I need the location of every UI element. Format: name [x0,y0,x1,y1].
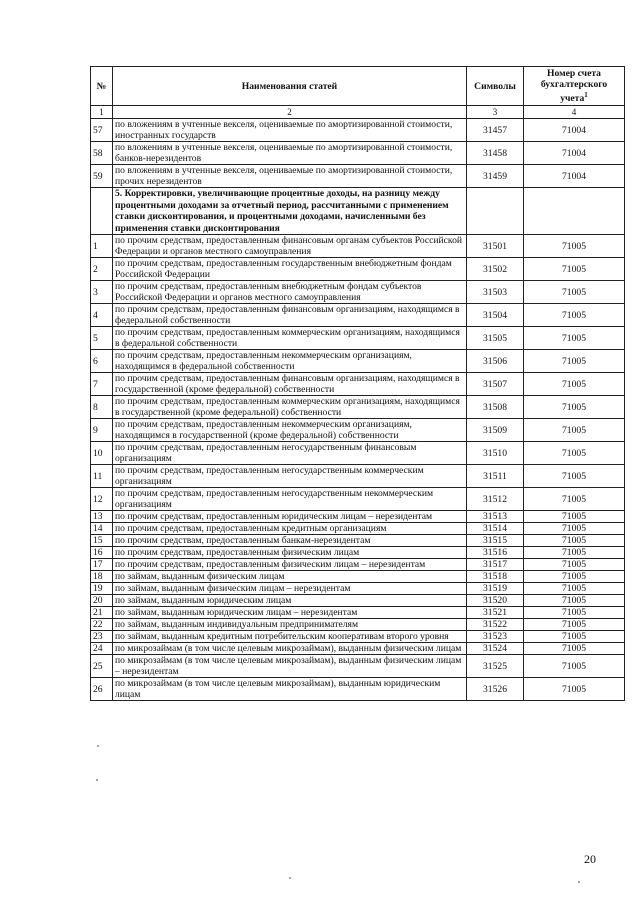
row-number: 16 [91,547,113,559]
row-number: 58 [91,142,113,165]
row-name: по прочим средствам, предоставленным негосударственным финансовым организациям [113,442,467,465]
row-symbol: 31457 [467,119,524,142]
row-name: по микрозаймам (в том числе целевым микрозаймам), выданным физическим лицам – нерезидентам [113,655,467,678]
table-row [91,631,625,643]
column-number-row [91,106,625,119]
column-number: 1 [91,106,113,119]
table-row [91,304,625,327]
row-number: 19 [91,583,113,595]
header-num: № [91,67,113,106]
row-symbol: 31511 [467,465,524,488]
row-number: 4 [91,304,113,327]
table-row [91,258,625,281]
table-row [91,442,625,465]
row-name: по микрозаймам (в том числе целевым микрозаймам), выданным юридическим лицам [113,678,467,701]
row-number: 25 [91,655,113,678]
row-account: 71005 [524,235,625,258]
row-symbol: 31514 [467,523,524,535]
header-symbols: Символы [467,67,524,106]
row-name: по займам, выданным юридическим лицам [113,595,467,607]
table-row [91,595,625,607]
row-name: по займам, выданным физическим лицам – нерезидентам [113,583,467,595]
table-row [91,511,625,523]
row-name: по прочим средствам, предоставленным физическим лицам – нерезидентам [113,559,467,571]
row-symbol: 31519 [467,583,524,595]
row-account: 71005 [524,559,625,571]
row-symbol: 31516 [467,547,524,559]
row-symbol: 31517 [467,559,524,571]
table-row [91,571,625,583]
header-account [524,67,625,106]
row-name: по прочим средствам, предоставленным банкам-нерезидентам [113,535,467,547]
row-number: 59 [91,165,113,188]
table-header-row [91,67,625,106]
row-name: по прочим средствам, предоставленным негосударственным некоммерческим организациям [113,488,467,511]
header-name: Наименования статей [113,67,467,106]
row-account: 71005 [524,327,625,350]
row-account: 71005 [524,304,625,327]
section-heading-row [91,188,625,235]
row-number: 9 [91,419,113,442]
row-number: 23 [91,631,113,643]
row-number: 5 [91,327,113,350]
table-row [91,488,625,511]
page-number: 20 [584,852,596,866]
row-name: по микрозаймам (в том числе целевым микрозаймам), выданным физическим лицам [113,643,467,655]
row-account: 71005 [524,442,625,465]
scan-speck [96,779,98,781]
accounts-table [90,66,625,701]
row-name: по прочим средствам, предоставленным юридическим лицам – нерезидентам [113,511,467,523]
row-account: 71005 [524,488,625,511]
row-symbol: 31508 [467,396,524,419]
row-number: 24 [91,643,113,655]
row-name: по прочим средствам, предоставленным коммерческим организациям, находящимся в государственной (кроме федеральной) собственности [113,396,467,419]
table-row [91,643,625,655]
row-account: 71005 [524,583,625,595]
column-number: 2 [113,106,467,119]
row-number: 8 [91,396,113,419]
scan-speck [578,881,580,883]
row-name: по вложениям в учтенные векселя, оцениваемые по амортизированной стоимости, прочих нерезидентов [113,165,467,188]
table-row [91,465,625,488]
row-name: по прочим средствам, предоставленным некоммерческим организациям, находящимся в федеральной собственности [113,350,467,373]
row-account: 71005 [524,258,625,281]
row-number: 18 [91,571,113,583]
row-symbol: 31507 [467,373,524,396]
row-name: по прочим средствам, предоставленным коммерческим организациям, находящимся в федеральной собственности [113,327,467,350]
row-name: по прочим средствам, предоставленным финансовым организациям, находящимся в государственной (кроме федеральной) собственности [113,373,467,396]
row-number [91,188,113,235]
table-row [91,547,625,559]
row-name: по займам, выданным кредитным потребительским кооперативам второго уровня [113,631,467,643]
row-account: 71005 [524,419,625,442]
table-row [91,607,625,619]
table-row [91,235,625,258]
row-number: 17 [91,559,113,571]
row-account: 71005 [524,655,625,678]
row-name: по займам, выданным индивидуальным предпринимателям [113,619,467,631]
row-number: 1 [91,235,113,258]
row-symbol: 31512 [467,488,524,511]
row-account: 71005 [524,547,625,559]
row-symbol: 31510 [467,442,524,465]
row-symbol: 31504 [467,304,524,327]
row-account: 71005 [524,523,625,535]
row-account: 71005 [524,631,625,643]
table-row [91,419,625,442]
row-number: 2 [91,258,113,281]
table-row [91,327,625,350]
row-account: 71005 [524,678,625,701]
row-account: 71005 [524,465,625,488]
row-account: 71005 [524,595,625,607]
table-row [91,678,625,701]
row-account: 71004 [524,119,625,142]
table-row [91,350,625,373]
header-account-text: Номер счета бухгалтерского учета [540,67,608,105]
row-number: 3 [91,281,113,304]
table-row [91,655,625,678]
row-symbol: 31525 [467,655,524,678]
row-account: 71005 [524,571,625,583]
row-symbol: 31503 [467,281,524,304]
row-symbol: 31501 [467,235,524,258]
row-account [524,188,625,235]
row-symbol: 31458 [467,142,524,165]
row-number: 13 [91,511,113,523]
row-symbol: 31523 [467,631,524,643]
row-account: 71005 [524,619,625,631]
row-name: по прочим средствам, предоставленным некоммерческим организациям, находящимся в государственной (кроме федеральной) собственности [113,419,467,442]
row-symbol: 31524 [467,643,524,655]
row-number: 12 [91,488,113,511]
row-number: 26 [91,678,113,701]
table-row [91,535,625,547]
table-row [91,583,625,595]
row-symbol: 31505 [467,327,524,350]
table-row [91,619,625,631]
row-name: по прочим средствам, предоставленным финансовым организациям, находящимся в федеральной собственности [113,304,467,327]
row-name: по прочим средствам, предоставленным физическим лицам [113,547,467,559]
row-name: по вложениям в учтенные векселя, оцениваемые по амортизированной стоимости, иностранных государств [113,119,467,142]
row-name: по прочим средствам, предоставленным кредитным организациям [113,523,467,535]
row-symbol: 31513 [467,511,524,523]
table-row [91,142,625,165]
row-number: 7 [91,373,113,396]
row-account: 71005 [524,396,625,419]
scan-speck [289,877,291,879]
table-row [91,119,625,142]
row-account: 71005 [524,643,625,655]
row-account: 71004 [524,142,625,165]
row-account: 71005 [524,350,625,373]
column-number: 4 [524,106,625,119]
row-symbol: 31520 [467,595,524,607]
row-number: 20 [91,595,113,607]
row-name: 5. Корректировки, увеличивающие процентные доходы, на разницу между процентными доходами за отчетный период, рассчитанными с применением ставки дисконтирования, и процентными доходами, начисленными без применения ставки дисконтирования [113,188,467,235]
row-symbol: 31521 [467,607,524,619]
row-symbol: 31526 [467,678,524,701]
row-name: по займам, выданным физическим лицам [113,571,467,583]
row-name: по прочим средствам, предоставленным негосударственным коммерческим организациям [113,465,467,488]
row-number: 22 [91,619,113,631]
row-name: по прочим средствам, предоставленным внебюджетным фондам субъектов Российской Федерации и органов местного самоуправления [113,281,467,304]
row-number: 6 [91,350,113,373]
row-symbol: 31522 [467,619,524,631]
row-number: 57 [91,119,113,142]
row-number: 15 [91,535,113,547]
row-account: 71004 [524,165,625,188]
row-number: 21 [91,607,113,619]
table-row [91,396,625,419]
row-name: по займам, выданным юридическим лицам – нерезидентам [113,607,467,619]
row-symbol: 31502 [467,258,524,281]
scan-speck [97,745,99,747]
row-account: 71005 [524,511,625,523]
row-name: по прочим средствам, предоставленным государственным внебюджетным фондам Российской Федерации [113,258,467,281]
row-symbol [467,188,524,235]
row-number: 14 [91,523,113,535]
row-name: по вложениям в учтенные векселя, оцениваемые по амортизированной стоимости, банков-нерезидентов [113,142,467,165]
row-name: по прочим средствам, предоставленным финансовым органам субъектов Российской Федерации и органов местного самоуправления [113,235,467,258]
row-symbol: 31509 [467,419,524,442]
row-symbol: 31518 [467,571,524,583]
row-account: 71005 [524,373,625,396]
table-row [91,373,625,396]
row-number: 11 [91,465,113,488]
table-row [91,281,625,304]
column-number: 3 [467,106,524,119]
row-number: 10 [91,442,113,465]
row-symbol: 31506 [467,350,524,373]
footnote-marker: 1 [584,90,588,99]
row-symbol: 31459 [467,165,524,188]
row-account: 71005 [524,607,625,619]
table-row [91,559,625,571]
table-row [91,523,625,535]
row-symbol: 31515 [467,535,524,547]
row-account: 71005 [524,281,625,304]
table-row [91,165,625,188]
row-account: 71005 [524,535,625,547]
